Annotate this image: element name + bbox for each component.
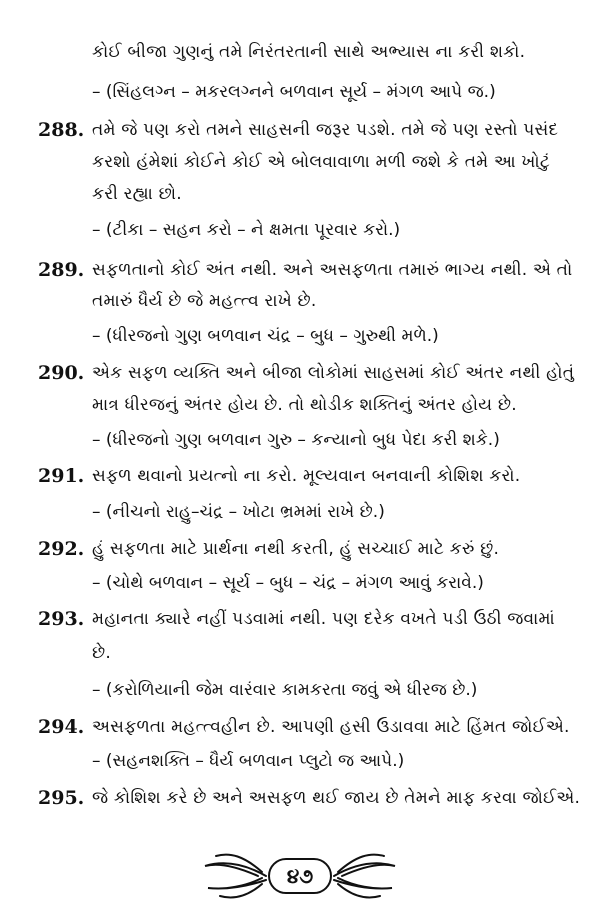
text-line: મહાનતા ક્યારે નહીં પડવામાં નથી. પણ દરેક વખતે પડી ઉઠી જવામાં <box>92 609 555 629</box>
note-line: – (નીચનો રાહુ–ચંદ્ર – ખોટા ભ્રમમાં રાખે છે.) <box>92 502 385 522</box>
text-line: તમે જે પણ કરો તમને સાહસની જરૂર પડશે. તમે જે પણ રસ્તો પસંદ <box>92 120 559 140</box>
note-line: – (ધીરજનો ગુણ બળવાન ચંદ્ર – બુધ – ગુરુથી મળે.) <box>92 326 439 346</box>
note-line: – (ટીકા – સહન કરો – ને ક્ષમતા પૂરવાર કરો.) <box>92 220 401 240</box>
note-line: – (કરોળિયાની જેમ વારંવાર કામકરતા જવું એ ધીરજ છે.) <box>92 680 478 700</box>
text-line: અસફળતા મહત્ત્વહીન છે. આપણી હસી ઉડાવવા માટે હિંમત જોઈએ. <box>92 717 570 737</box>
text-line: કરી રહ્યા છો. <box>92 184 182 204</box>
item-number-292: 292. <box>38 538 85 560</box>
page-number: ૪૭ <box>268 858 332 894</box>
text-line: કોઈ બીજા ગુણનું તમે નિરંતરતાની સાથે અભ્યાસ ના કરી શકો. <box>92 42 526 62</box>
text-line: માત્ર ધીરજનું અંતર હોય છે. તો થોડીક શક્તિનું અંતર હોય છે. <box>92 395 517 415</box>
note-line: – (ચોથે બળવાન – સૂર્ય – બુધ – ચંદ્ર – મંગળ આવું કરાવે.) <box>92 573 484 593</box>
item-number-295: 295. <box>38 787 85 809</box>
text-line: જે કોશિશ કરે છે અને અસફળ થઈ જાય છે તેમને માફ કરવા જોઈએ. <box>92 788 581 808</box>
item-number-290: 290. <box>38 362 85 384</box>
text-line: તમારું ધૈર્ય છે જે મહત્ત્વ રાખે છે. <box>92 291 317 311</box>
item-number-288: 288. <box>38 119 85 141</box>
item-number-293: 293. <box>38 608 85 630</box>
text-line: કરશો હંમેશાં કોઈને કોઈ એ બોલવાવાળા મળી જશે કે તમે આ ખોટું <box>92 152 550 172</box>
note-line: – (સિંહલગ્ન – મકરલગ્નને બળવાન સૂર્ય – મંગળ આપે જ.) <box>92 82 496 102</box>
note-line: – (ધીરજનો ગુણ બળવાન ગુરુ – કન્યાનો બુધ પેદા કરી શકે.) <box>92 430 500 450</box>
text-line: એક સફળ વ્યક્તિ અને બીજા લોકોમાં સાહસમાં કોઈ અંતર નથી હોતું <box>92 363 575 383</box>
text-line: સફળતાનો કોઈ અંત નથી. અને અસફળતા તમારું ભાગ્ય નથી. એ તો <box>92 260 573 280</box>
note-line: – (સહનશક્તિ – ધૈર્ય બળવાન પ્લુટો જ આપે.) <box>92 751 405 771</box>
text-line: સફળ થવાનો પ્રયત્નો ના કરો. મૂલ્યવાન બનવાની કોશિશ કરો. <box>92 466 521 486</box>
text-line: છે. <box>92 643 111 663</box>
item-number-291: 291. <box>38 465 85 487</box>
item-number-294: 294. <box>38 716 85 738</box>
text-line: હું સફળતા માટે પ્રાર્થના નથી કરતી, હું સચ્ચાઈ માટે કરું છું. <box>92 539 500 559</box>
item-number-289: 289. <box>38 259 85 281</box>
